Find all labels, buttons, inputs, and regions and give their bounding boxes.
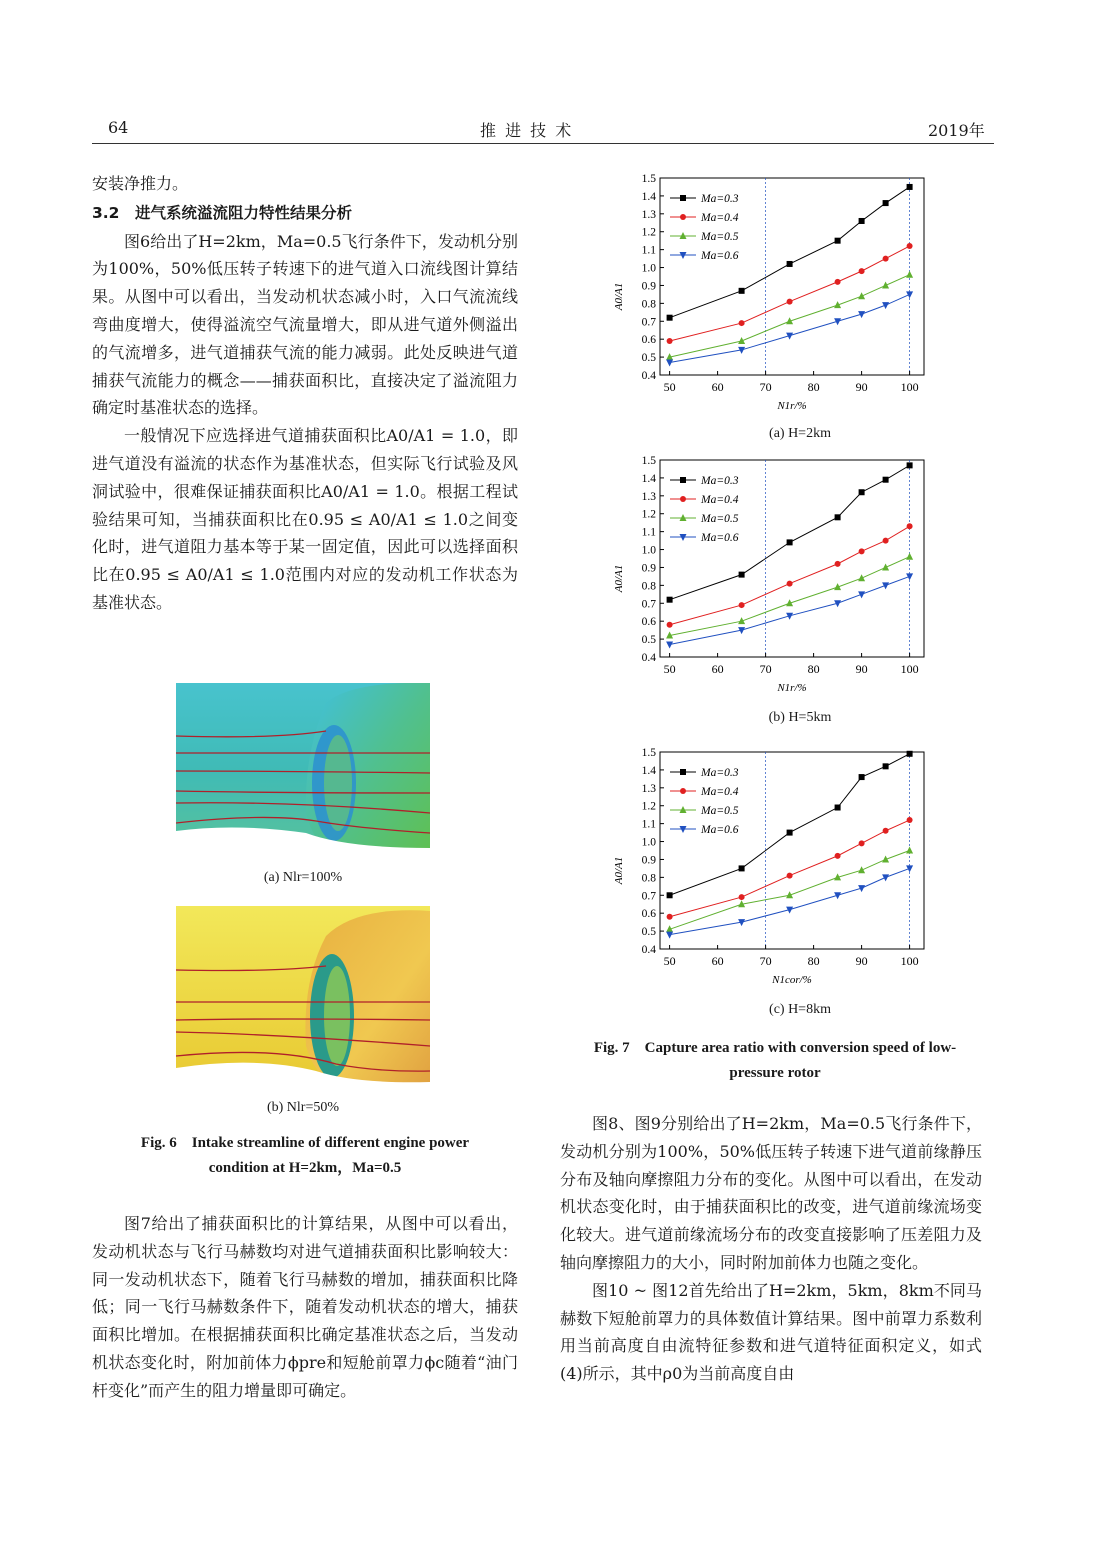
plot-frame (660, 178, 924, 375)
data-point (907, 243, 913, 249)
data-point (859, 840, 865, 846)
y-tick-label: 0.9 (641, 280, 656, 293)
x-tick-label: 100 (900, 380, 919, 394)
y-tick-label: 0.8 (641, 872, 656, 885)
data-point (858, 866, 865, 873)
plot-frame (660, 460, 924, 657)
legend-label: Ma=0.4 (701, 494, 739, 506)
y-tick-label: 0.9 (641, 854, 656, 867)
y-tick-label: 0.7 (641, 316, 656, 329)
x-axis-label: N1r/% (777, 682, 807, 694)
year: 2019年 (928, 121, 985, 140)
data-point (882, 874, 889, 881)
x-tick-label: 90 (855, 380, 868, 394)
right-column-text (560, 1110, 982, 1388)
legend-marker (680, 788, 686, 794)
y-tick-label: 0.7 (641, 890, 656, 903)
journal-name: 推 进 技 术 (480, 121, 574, 140)
y-tick-label: 1.3 (641, 490, 656, 503)
legend-marker (680, 477, 686, 483)
y-tick-label: 0.6 (641, 616, 656, 629)
figure-7-title-line2: pressure rotor (729, 1065, 821, 1081)
page-number: 64 (108, 118, 129, 137)
legend-label: Ma=0.3 (701, 193, 739, 205)
data-point (739, 894, 745, 900)
x-tick-label: 70 (759, 380, 772, 394)
x-tick-label: 50 (663, 662, 676, 676)
chart-7b-svg (600, 450, 940, 700)
data-point (906, 271, 913, 278)
data-point (667, 315, 673, 321)
data-point (907, 462, 913, 468)
x-tick-label: 60 (711, 954, 724, 968)
data-point (739, 320, 745, 326)
data-point (882, 563, 889, 570)
section-heading: 3.2 进气系统溢流阻力特性结果分析 (92, 203, 352, 222)
data-point (858, 292, 865, 299)
data-point (787, 539, 793, 545)
reference-lines (766, 752, 910, 949)
figure-6-title (92, 1131, 518, 1181)
data-point (739, 288, 745, 294)
x-tick-label: 100 (900, 954, 919, 968)
legend-marker (680, 195, 686, 201)
data-point (666, 641, 673, 648)
chart-7a-svg (600, 168, 940, 418)
data-point (882, 281, 889, 288)
data-point (667, 914, 673, 920)
y-tick-label: 0.6 (641, 908, 656, 921)
y-tick-label: 1.0 (641, 262, 656, 275)
data-point (835, 805, 841, 811)
data-point (907, 817, 913, 823)
x-tick-label: 70 (759, 662, 772, 676)
legend-label: Ma=0.5 (701, 513, 739, 525)
data-point (835, 238, 841, 244)
data-point (883, 256, 889, 262)
y-tick-label: 0.4 (641, 370, 656, 382)
series-line (670, 275, 910, 357)
data-point (667, 892, 673, 898)
left-column (92, 170, 518, 617)
data-point (787, 299, 793, 305)
data-point (907, 184, 913, 190)
y-tick-label: 1.1 (641, 818, 656, 831)
data-point (859, 774, 865, 780)
x-tick-label: 50 (663, 954, 676, 968)
data-point (858, 574, 865, 581)
data-point (666, 359, 673, 366)
figure-7-title (560, 1036, 990, 1086)
y-tick-label: 1.3 (641, 208, 656, 221)
x-axis-label: N1r/% (777, 400, 807, 412)
y-tick-label: 1.0 (641, 836, 656, 849)
data-point (859, 489, 865, 495)
y-tick-label: 1.0 (641, 544, 656, 557)
y-tick-label: 1.5 (641, 747, 656, 759)
paragraph: 图7给出了捕获面积比的计算结果，从图中可以看出，发动机状态与飞行马赫数均对进气道捕获面积比影响较大：同一发动机状态下，随着飞行马赫数的增加，捕获面积比降低；同一飞行马赫数条件下，随着发动机状态的增大，捕获面积比增加。在根据捕获面积比确定基准状态之后，当发动机状态变化时，附加前体力ϕpre和短舱前罩力ϕc随着“油门杆变化”而产生的阻力增量即可确定。 (92, 1214, 518, 1400)
x-tick-label: 80 (807, 662, 820, 676)
series-line (670, 557, 910, 636)
y-axis-label: A0/A1 (613, 564, 625, 593)
paragraph: 图8、图9分别给出了H=2km，Ma=0.5飞行条件下，发动机分别为100%，50%低压转子转速下进气道前缘静压分布及轴向摩擦阻力分布的变化。从图中可以看出，在发动机状态变化时，由于捕获面积比的改变，进气道前缘流场变化较大。进气道前缘流场分布的改变直接影响了压差阻力及轴向摩擦阻力的大小，同时附加前体力也随之变化。 (560, 1114, 982, 1272)
chart-7c-svg (600, 742, 940, 992)
y-tick-label: 1.5 (641, 173, 656, 185)
legend-label: Ma=0.6 (701, 532, 739, 544)
paragraph-end: 安装净推力。 (92, 174, 189, 193)
legend-label: Ma=0.5 (701, 231, 739, 243)
plot-frame (660, 752, 924, 949)
legend-label: Ma=0.6 (701, 824, 739, 836)
data-point (667, 622, 673, 628)
figure-6b-caption: (b) Nlr=50% (266, 1100, 340, 1115)
paragraph: 一般情况下应选择进气道捕获面积比A0/A1 = 1.0，即进气道没有溢流的状态作为基准状态，但实际飞行试验及风洞试验中，很难保证捕获面积比A0/A1 = 1.0。根据工程试验结果可知，当捕获面积比在0.95 ≤ A0/A1 ≤ 1.0之间变化时，进气道阻力基本等于某一固定值，因此可以选择面积比在0.95 ≤ A0/A1 ≤ 1.0范围内对应的发动机工作状态为基准状态。 (92, 426, 518, 612)
y-tick-label: 1.4 (641, 472, 656, 485)
series-line (670, 576, 910, 644)
data-point (835, 514, 841, 520)
y-tick-label: 1.4 (641, 764, 656, 777)
y-tick-label: 1.1 (641, 526, 656, 539)
data-point (907, 523, 913, 529)
data-point (787, 873, 793, 879)
legend-label: Ma=0.6 (701, 250, 739, 262)
data-point (787, 581, 793, 587)
figure-6b-image (176, 906, 430, 1089)
legend-marker (680, 769, 686, 775)
data-point (883, 828, 889, 834)
data-point (666, 932, 673, 939)
legend-label: Ma=0.3 (701, 475, 739, 487)
figure-6a-caption: (a) Nlr=100% (263, 870, 343, 885)
streamline-plot-50 (176, 906, 430, 1089)
data-point (906, 553, 913, 560)
data-point (906, 847, 913, 854)
y-tick-label: 0.8 (641, 580, 656, 593)
figure-6-title-line2: condition at H=2km，Ma=0.5 (208, 1160, 402, 1176)
chart-7b (600, 450, 940, 700)
figure-7b-caption: (b) H=5km (768, 710, 832, 725)
paragraph: 图6给出了H=2km，Ma=0.5飞行条件下，发动机分别为100%，50%低压转子转速下的进气道入口流线图计算结果。从图中可以看出，当发动机状态减小时，入口气流流线弯曲度增大，使得溢流空气流量增大，即从进气道外侧溢出的气流增多，进气道捕获气流的能力减弱。此处反映进气道捕获气流能力的概念——捕获面积比，直接决定了溢流阻力确定时基准状态的选择。 (92, 231, 518, 418)
series-Ma=0.5 (666, 553, 913, 639)
data-point (667, 338, 673, 344)
y-tick-label: 0.7 (641, 598, 656, 611)
series-Ma=0.5 (666, 271, 913, 360)
y-tick-label: 0.5 (641, 352, 656, 365)
data-point (739, 572, 745, 578)
y-axis-label: A0/A1 (613, 856, 625, 885)
data-point (739, 865, 745, 871)
reference-lines (766, 178, 910, 375)
data-point (859, 548, 865, 554)
chart-7a (600, 168, 940, 418)
series-Ma=0.5 (666, 847, 913, 933)
paragraph: 图10 ~ 图12首先给出了H=2km，5km，8km不同马赫数下短舱前罩力的具体数值计算结果。图中前罩力系数利用当前高度自由流特征参数和进气道特征面积定义，如式(4)所示，其中ρ0为当前高度自由 (560, 1280, 982, 1384)
data-point (907, 751, 913, 757)
y-tick-label: 1.2 (641, 508, 656, 521)
legend-label: Ma=0.5 (701, 805, 739, 817)
y-tick-label: 0.9 (641, 562, 656, 575)
series-line (670, 851, 910, 930)
y-tick-label: 0.5 (641, 634, 656, 647)
y-tick-label: 1.2 (641, 800, 656, 813)
y-tick-label: 0.8 (641, 298, 656, 311)
y-tick-label: 1.4 (641, 190, 656, 203)
legend-marker (680, 214, 686, 220)
data-point (835, 561, 841, 567)
y-tick-label: 1.3 (641, 782, 656, 795)
y-tick-label: 1.5 (641, 455, 656, 467)
data-point (835, 853, 841, 859)
y-axis-label: A0/A1 (613, 282, 625, 311)
y-tick-label: 0.5 (641, 926, 656, 939)
y-tick-label: 0.6 (641, 334, 656, 347)
x-tick-label: 80 (807, 380, 820, 394)
left-column-bottom (92, 1210, 518, 1405)
y-tick-label: 0.4 (641, 944, 656, 956)
y-tick-label: 1.2 (641, 226, 656, 239)
x-tick-label: 70 (759, 954, 772, 968)
data-point (859, 218, 865, 224)
figure-7-title-line1: Fig. 7 Capture area ratio with conversion speed of low- (593, 1040, 957, 1056)
streamline-plot-100 (176, 683, 430, 858)
legend-label: Ma=0.4 (701, 786, 739, 798)
data-point (859, 268, 865, 274)
data-point (883, 538, 889, 544)
figure-7c-caption: (c) H=8km (769, 1002, 831, 1017)
x-tick-label: 50 (663, 380, 676, 394)
data-point (883, 763, 889, 769)
data-point (739, 602, 745, 608)
x-tick-label: 100 (900, 662, 919, 676)
x-tick-label: 80 (807, 954, 820, 968)
x-axis-label: N1cor/% (772, 974, 812, 986)
data-point (883, 477, 889, 483)
x-tick-label: 90 (855, 954, 868, 968)
x-tick-label: 60 (711, 380, 724, 394)
figure-6-title-line1: Fig. 6 Intake streamline of different engine power (140, 1135, 470, 1151)
figure-7a-caption: (a) H=2km (769, 426, 831, 441)
y-tick-label: 0.4 (641, 652, 656, 664)
figure-6a-image (176, 683, 430, 858)
y-tick-label: 1.1 (641, 244, 656, 257)
chart-7c (600, 742, 940, 992)
reference-lines (766, 460, 910, 657)
data-point (787, 261, 793, 267)
x-tick-label: 90 (855, 662, 868, 676)
legend-label: Ma=0.3 (701, 767, 739, 779)
data-point (883, 200, 889, 206)
data-point (835, 279, 841, 285)
legend-marker (680, 496, 686, 502)
data-point (906, 291, 913, 298)
x-tick-label: 60 (711, 662, 724, 676)
data-point (667, 597, 673, 603)
header-rule (92, 143, 994, 144)
data-point (787, 830, 793, 836)
legend-label: Ma=0.4 (701, 212, 739, 224)
